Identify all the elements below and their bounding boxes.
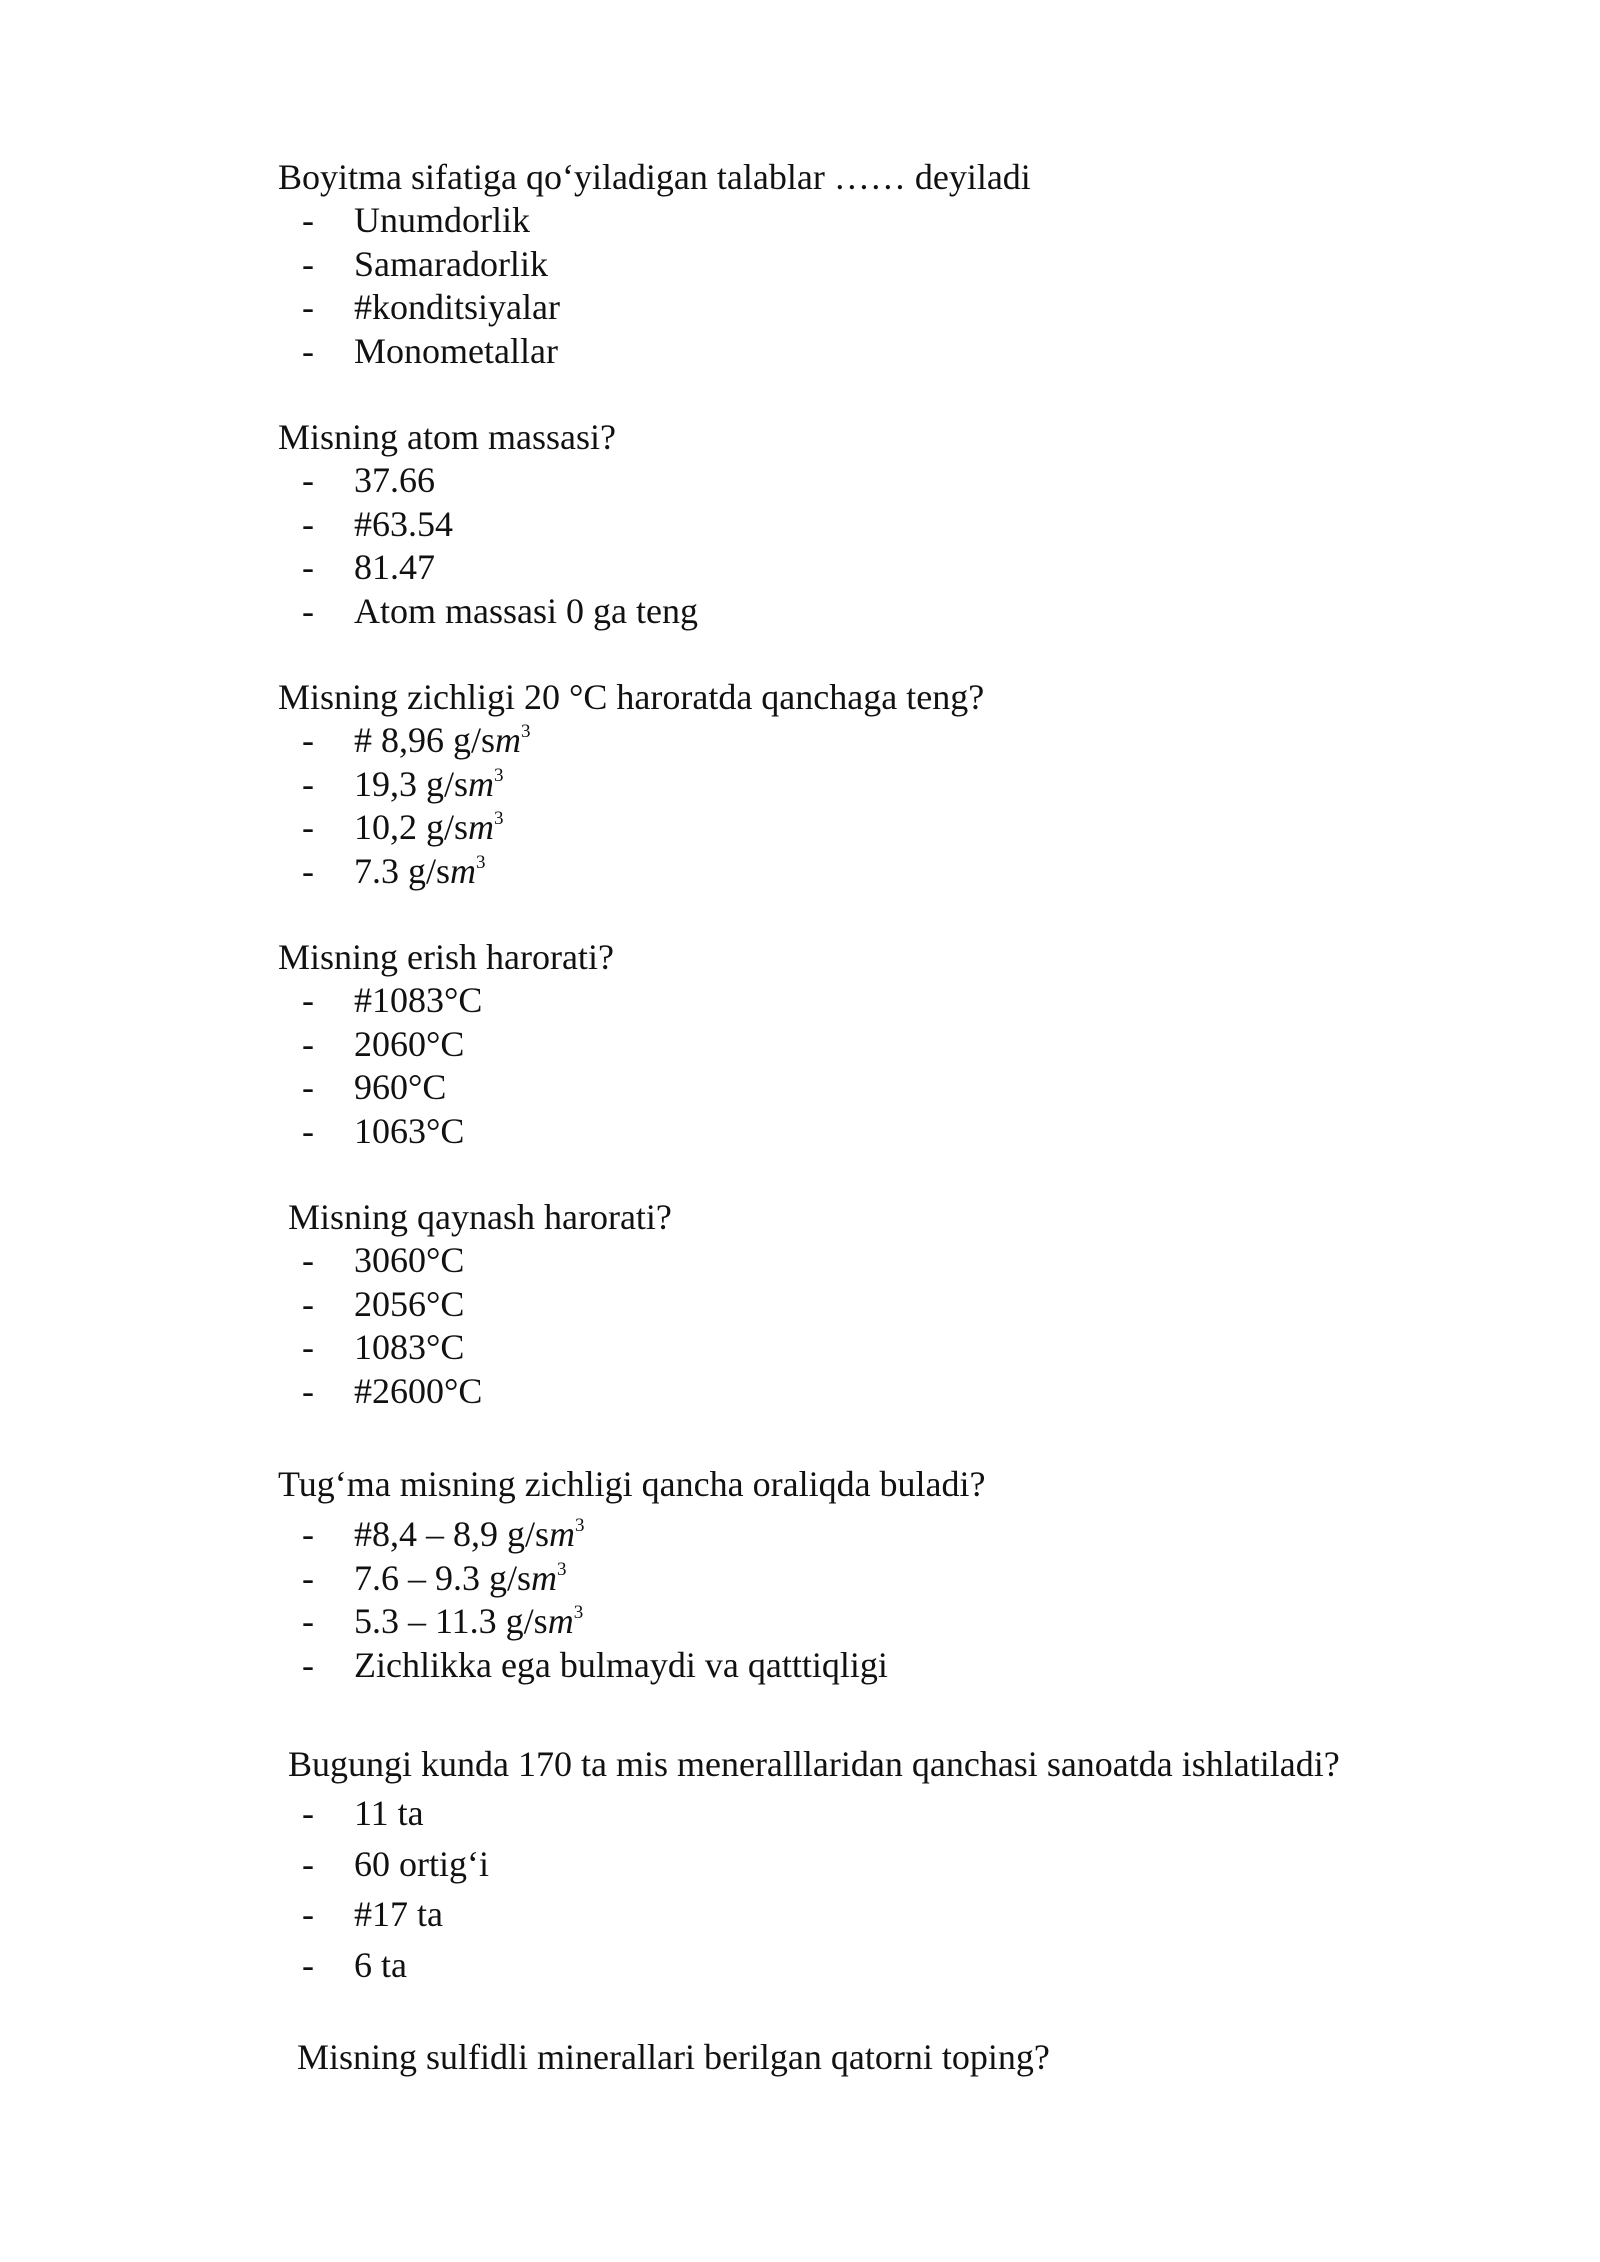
bullet-dash: -: [302, 287, 314, 327]
bullet-dash: -: [302, 1514, 314, 1554]
unit-m: m: [468, 763, 495, 804]
option-text: [354, 1512, 585, 1556]
bullet-dash: -: [302, 1283, 314, 1324]
option-text: #63.54: [354, 503, 453, 544]
bullet-dash: -: [302, 547, 314, 587]
option-text: [354, 762, 504, 806]
bullet-dash: -: [302, 1023, 314, 1064]
question-7: Bugungi kunda 170 ta mis meneralllaridan qanchasi sanoatda ishlatiladi?: [288, 1744, 1340, 1784]
bullet-dash: -: [302, 1110, 314, 1151]
question-1: Boyitma sifatiga qo‘yiladigan talablar …… deyiladi: [278, 157, 1031, 197]
bullet-dash: -: [302, 1894, 314, 1934]
option-text: #konditsiyalar: [354, 287, 560, 327]
option-text: 960°C: [354, 1067, 447, 1107]
question-2: Misning atom massasi?: [278, 417, 616, 457]
question-8: Misning sulfidli minerallari berilgan qatorni toping?: [297, 2037, 1050, 2077]
option-text: 1083°C: [354, 1327, 465, 1367]
bullet-dash: -: [302, 1601, 314, 1641]
option-value: #8,4 – 8,9 g/s: [354, 1514, 550, 1554]
question-4: Misning erish harorati?: [278, 937, 614, 977]
bullet-dash: -: [302, 850, 314, 891]
unit-m: m: [450, 850, 477, 891]
option-text: Samaradorlik: [354, 243, 548, 284]
unit-superscript: 3: [557, 1558, 567, 1580]
option-text: 6 ta: [354, 1944, 407, 1985]
option-value: 19,3 g/s: [354, 763, 469, 804]
option-text: #2600°C: [354, 1370, 483, 1411]
bullet-dash: -: [302, 1370, 314, 1411]
option-value: # 8,96 g/s: [354, 720, 496, 760]
bullet-dash: -: [302, 1644, 314, 1685]
unit-superscript: 3: [476, 851, 486, 873]
bullet-dash: -: [302, 1067, 314, 1107]
option-text: 2056°C: [354, 1283, 465, 1324]
option-value: 10,2 g/s: [354, 807, 469, 847]
option-text: 3060°C: [354, 1240, 465, 1280]
unit-m: m: [468, 807, 495, 847]
bullet-dash: -: [302, 1327, 314, 1367]
unit-m: m: [547, 1601, 574, 1641]
option-text: 2060°C: [354, 1023, 465, 1064]
unit-m: m: [495, 720, 522, 760]
option-text: Monometallar: [354, 330, 558, 371]
bullet-dash: -: [302, 980, 314, 1020]
bullet-dash: -: [302, 200, 314, 240]
option-value: 7.6 – 9.3 g/s: [354, 1557, 532, 1598]
unit-m: m: [549, 1514, 576, 1554]
option-value: 7.3 g/s: [354, 850, 451, 891]
question-3: Misning zichligi 20 °C haroratda qanchaga teng?: [278, 677, 985, 717]
unit-superscript: 3: [521, 721, 531, 742]
bullet-dash: -: [302, 1557, 314, 1598]
option-text: [354, 849, 486, 893]
bullet-dash: -: [302, 1944, 314, 1985]
bullet-dash: -: [302, 503, 314, 544]
option-text: Unumdorlik: [354, 200, 530, 240]
bullet-dash: -: [302, 460, 314, 500]
bullet-dash: -: [302, 720, 314, 760]
bullet-dash: -: [302, 1240, 314, 1280]
option-text: 81.47: [354, 547, 435, 587]
bullet-dash: -: [302, 807, 314, 847]
unit-superscript: 3: [575, 1515, 585, 1536]
bullet-dash: -: [302, 243, 314, 284]
option-text: #17 ta: [354, 1894, 443, 1934]
bullet-dash: -: [302, 590, 314, 631]
unit-superscript: 3: [573, 1602, 584, 1623]
option-text: 1063°C: [354, 1110, 465, 1151]
option-text: [354, 1599, 583, 1643]
option-text: [354, 718, 531, 762]
option-text: 60 ortig‘i: [354, 1843, 489, 1884]
bullet-dash: -: [302, 330, 314, 371]
option-text: [354, 1556, 567, 1600]
unit-m: m: [531, 1557, 558, 1598]
option-text: 11 ta: [354, 1793, 424, 1833]
option-text: 37.66: [354, 460, 435, 500]
bullet-dash: -: [302, 1793, 314, 1833]
option-value: 5.3 – 11.3 g/s: [354, 1601, 548, 1641]
option-text: #1083°C: [354, 980, 483, 1020]
option-text: Zichlikka ega bulmaydi va qatttiqligi: [354, 1644, 888, 1685]
unit-superscript: 3: [494, 764, 504, 786]
option-text: [354, 805, 504, 849]
question-6: Tug‘ma misning zichligi qancha oraliqda buladi?: [278, 1464, 986, 1504]
question-5: Misning qaynash harorati?: [288, 1197, 672, 1237]
bullet-dash: -: [302, 1843, 314, 1884]
option-text: Atom massasi 0 ga teng: [354, 590, 698, 631]
bullet-dash: -: [302, 763, 314, 804]
unit-superscript: 3: [494, 808, 504, 829]
